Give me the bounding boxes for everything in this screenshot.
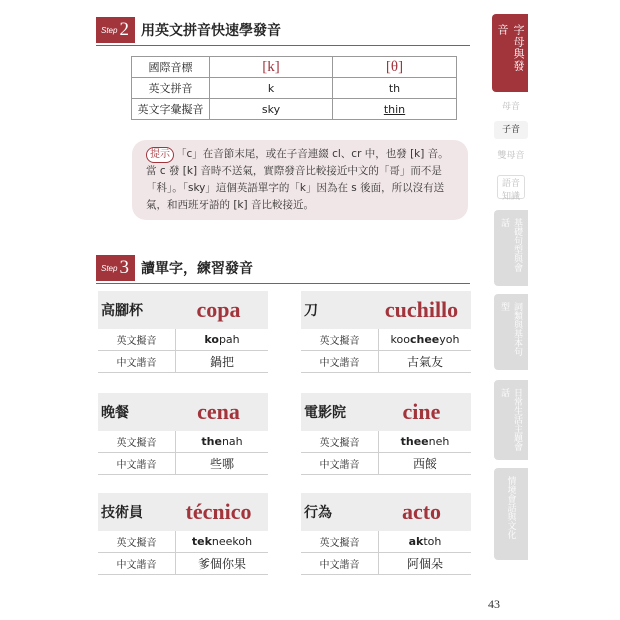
row-label: 英文擬音 <box>301 431 379 452</box>
spanish-word: acto <box>401 499 442 524</box>
chinese-homophone: 阿個朵 <box>406 557 443 571</box>
table-cell: 國際音標 <box>132 57 210 78</box>
card-header <box>98 493 268 531</box>
chinese-word: 刀 <box>304 303 318 319</box>
pron-rest: pah <box>218 333 240 346</box>
step2-label: Step <box>101 25 118 35</box>
homophone-row <box>301 453 471 475</box>
pron-stressed: ak <box>408 535 424 548</box>
row-label: 英文擬音 <box>301 531 379 552</box>
homophone-row <box>301 351 471 373</box>
tab-basic-sentences[interactable] <box>494 210 528 286</box>
subtab-vowels[interactable]: 母音 <box>501 102 520 112</box>
pronunciation-row <box>301 329 471 351</box>
pron-rest: nah <box>221 435 243 448</box>
vocab-card <box>98 291 268 373</box>
spanish-word: copa <box>196 297 241 322</box>
spanish-word: cine <box>402 399 441 424</box>
step2-header <box>96 16 281 44</box>
row-label: 英文擬音 <box>98 531 176 552</box>
pron-stressed: ko <box>204 333 219 346</box>
table-cell: th <box>333 78 457 99</box>
subtab-phonetics[interactable]: 語音知識 <box>497 175 525 199</box>
table-cell: [k] <box>210 57 333 78</box>
chinese-homophone: 爹個你果 <box>197 557 246 571</box>
chinese-word: 技術員 <box>101 505 143 521</box>
row-label: 中文諧音 <box>301 351 379 372</box>
table-cell: sky <box>210 99 333 120</box>
chinese-word: 晚餐 <box>101 405 129 421</box>
spanish-word: cuchillo <box>384 297 459 322</box>
table-cell: [θ] <box>333 57 457 78</box>
row-label: 中文諧音 <box>98 453 176 474</box>
vocab-card <box>301 393 471 475</box>
row-label: 中文諧音 <box>98 351 176 372</box>
chinese-homophone: 鍋把 <box>209 355 234 369</box>
pron-stressed: thee <box>400 435 429 448</box>
card-header <box>98 393 268 431</box>
tip-box <box>132 140 468 220</box>
row-label: 英文擬音 <box>301 329 379 350</box>
pron-rest: toh <box>423 535 442 548</box>
table-cell: 英文字彙擬音 <box>132 99 210 120</box>
pron-stressed: tek <box>191 535 212 548</box>
subtab-diphthongs[interactable]: 雙母音 <box>497 151 525 161</box>
tab-daily-topics[interactable] <box>494 380 528 460</box>
homophone-row <box>98 351 268 373</box>
row-label: 英文擬音 <box>98 431 176 452</box>
step3-number: 3 <box>119 257 129 278</box>
table-cell: 英文拼音 <box>132 78 210 99</box>
english-pronunciation <box>379 333 471 346</box>
pron-prefix: koo <box>390 333 410 346</box>
chinese-word: 電影院 <box>304 405 346 421</box>
tab-alphabet-pronunciation[interactable] <box>492 14 528 92</box>
step3-title: 讀單字，練習發音 <box>140 261 253 277</box>
chinese-word: 行為 <box>304 505 332 521</box>
english-pronunciation <box>379 435 471 448</box>
step2-badge <box>96 17 135 43</box>
tab-label: 基礎句型與會話 <box>499 218 522 272</box>
pron-stressed: chee <box>409 333 440 346</box>
vocab-card <box>98 393 268 475</box>
pron-rest: neekoh <box>211 535 253 548</box>
row-label: 中文諧音 <box>98 553 176 574</box>
english-pronunciation <box>176 435 268 448</box>
phonetic-table <box>131 56 457 120</box>
pronunciation-row <box>98 329 268 351</box>
pronunciation-row <box>98 431 268 453</box>
english-pronunciation <box>176 333 268 346</box>
tab-label: 情境會話與文化 <box>505 476 516 539</box>
homophone-row <box>301 553 471 575</box>
page-number: 43 <box>488 597 500 611</box>
subtab-consonants[interactable]: 子音 <box>494 121 528 139</box>
tip-tag: 提示 <box>146 147 174 163</box>
tab-label: 日常生活主題會話 <box>499 388 522 451</box>
table-cell: thin <box>333 99 457 120</box>
chinese-word: 高腳杯 <box>101 303 143 319</box>
spanish-word: técnico <box>185 499 252 524</box>
table-cell: k <box>210 78 333 99</box>
card-header <box>301 291 471 329</box>
chinese-homophone: 古氣友 <box>406 355 443 369</box>
table-row <box>132 57 457 78</box>
english-pronunciation <box>379 535 471 548</box>
tab-label: 字母與發音 <box>496 24 525 72</box>
pronunciation-row <box>301 431 471 453</box>
card-header <box>98 291 268 329</box>
vocab-card <box>301 493 471 575</box>
step3-label: Step <box>101 263 118 273</box>
step2-divider <box>96 45 470 46</box>
tab-situations[interactable] <box>494 468 528 560</box>
tab-label: 詞類與基本句型 <box>499 302 522 356</box>
step2-title: 用英文拼音快速學發音 <box>140 23 281 39</box>
homophone-row <box>98 453 268 475</box>
tab-word-classes[interactable] <box>494 294 528 370</box>
vocab-card <box>301 291 471 373</box>
step3-badge <box>96 255 135 281</box>
card-header <box>301 393 471 431</box>
table-row <box>132 78 457 99</box>
card-header <box>301 493 471 531</box>
row-label: 中文諧音 <box>301 553 379 574</box>
row-label: 英文擬音 <box>98 329 176 350</box>
step2-number: 2 <box>119 19 129 40</box>
table-row <box>132 99 457 120</box>
pronunciation-row <box>98 531 268 553</box>
row-label: 中文諧音 <box>301 453 379 474</box>
pronunciation-row <box>301 531 471 553</box>
step3-header <box>96 254 253 282</box>
pron-stressed: the <box>201 435 222 448</box>
english-pronunciation <box>176 535 268 548</box>
chinese-homophone: 些哪 <box>209 457 234 471</box>
step3-divider <box>96 283 470 284</box>
chinese-homophone: 西餒 <box>412 457 437 471</box>
tip-text: 「c」在音節末尾，或在子音連綴 cl、cr 中，也發 [k] 音。當 c 發 [k] 音時不送氣，實際發音比較接近中文的「哥」而不是「科」。「sky」這個英語單字的「k」因為在 s 後面，所以沒有送氣，和西班牙語的 [k] 音比較接近。 <box>146 148 449 211</box>
pron-rest: neh <box>428 435 450 448</box>
spanish-word: cena <box>197 399 240 424</box>
pron-rest: yoh <box>439 333 460 346</box>
homophone-row <box>98 553 268 575</box>
vocab-card <box>98 493 268 575</box>
